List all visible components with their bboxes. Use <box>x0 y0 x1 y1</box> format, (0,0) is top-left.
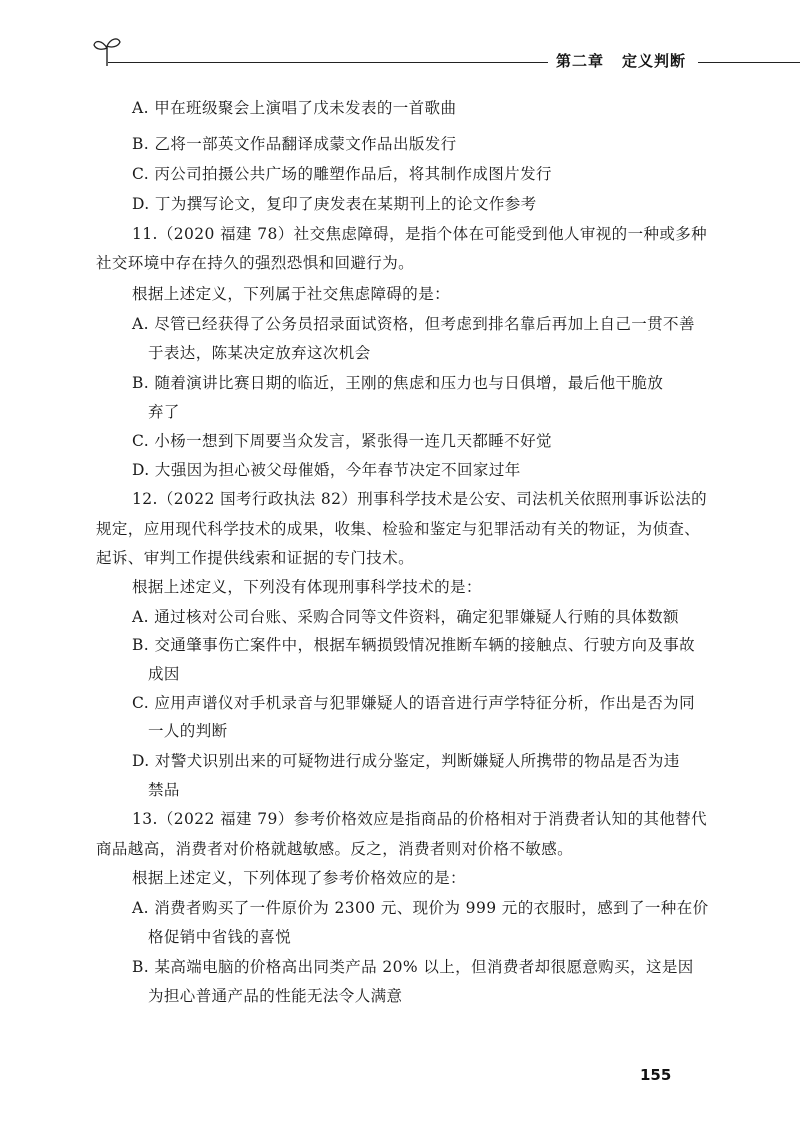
q12-option-b-line-1: B. 交通肇事伤亡案件中，根据车辆损毁情况推断车辆的接触点、行驶方向及事故 <box>132 636 696 654</box>
q12-option-a: A. 通过核对公司台账、采购合同等文件资料，确定犯罪嫌疑人行贿的具体数额 <box>132 608 679 626</box>
q11-option-b-line-2: 弃了 <box>148 403 180 421</box>
q10-option-b: B. 乙将一部英文作品翻译成蒙文作品出版发行 <box>132 135 457 153</box>
q13-option-a-line-1: A. 消费者购买了一件原价为 2300 元、现价为 999 元的衣服时，感到了一种在价 <box>132 899 709 917</box>
q10-option-a: A. 甲在班级聚会上演唱了戊未发表的一首歌曲 <box>132 99 457 117</box>
q12-stem-line-3: 起诉、审判工作提供线索和证据的专门技术。 <box>96 549 415 567</box>
q12-option-c-line-1: C. 应用声谱仪对手机录音与犯罪嫌疑人的语音进行声学特征分析，作出是否为同 <box>132 694 695 712</box>
q12-stem-line-1: 12.（2022 国考行政执法 82）刑事科学技术是公安、司法机关依照刑事诉讼法的 <box>132 490 708 508</box>
q12-option-c-line-2: 一人的判断 <box>148 722 228 740</box>
header-rule-right <box>698 62 800 63</box>
page-number: 155 <box>640 1066 672 1084</box>
q12-stem-line-2: 规定，应用现代科学技术的成果，收集、检验和鉴定与犯罪活动有关的物证，为侦查、 <box>96 520 701 538</box>
q13-option-b-line-2: 为担心普通产品的性能无法令人满意 <box>148 987 403 1005</box>
q11-option-c: C. 小杨一想到下周要当众发言，紧张得一连几天都睡不好觉 <box>132 432 552 450</box>
q11-option-a-line-2: 于表达，陈某决定放弃这次机会 <box>148 344 371 362</box>
q13-stem-line-2: 商品越高，消费者对价格就越敏感。反之，消费者则对价格不敏感。 <box>96 840 574 858</box>
q10-option-d: D. 丁为撰写论文，复印了庚发表在某期刊上的论文作参考 <box>132 195 537 213</box>
q11-stem-line-2: 社交环境中存在持久的强烈恐惧和回避行为。 <box>96 254 415 272</box>
q13-option-b-line-1: B. 某高端电脑的价格高出同类产品 20% 以上，但消费者却很愿意购买，这是因 <box>132 958 694 976</box>
q11-option-d: D. 大强因为担心被父母催婚，今年春节决定不回家过年 <box>132 461 521 479</box>
q11-option-a-line-1: A. 尽管已经获得了公务员招录面试资格，但考虑到排名靠后再加上自己一贯不善 <box>132 315 695 333</box>
q13-prompt: 根据上述定义，下列体现了参考价格效应的是： <box>132 869 466 887</box>
chapter-title <box>556 50 686 71</box>
q13-stem-line-1: 13.（2022 福建 79）参考价格效应是指商品的价格相对于消费者认知的其他替代 <box>132 810 708 828</box>
q11-prompt: 根据上述定义，下列属于社交焦虑障碍的是： <box>132 285 451 303</box>
q12-option-b-line-2: 成因 <box>148 665 180 683</box>
q12-option-d-line-2: 禁品 <box>148 781 180 799</box>
q11-option-b-line-1: B. 随着演讲比赛日期的临近，王刚的焦虑和压力也与日俱增，最后他干脆放 <box>132 374 664 392</box>
q10-option-c: C. 丙公司拍摄公共广场的雕塑作品后，将其制作成图片发行 <box>132 165 552 183</box>
q13-option-a-line-2: 格促销中省钱的喜悦 <box>148 928 292 946</box>
q12-prompt: 根据上述定义，下列没有体现刑事科学技术的是： <box>132 578 482 596</box>
q11-stem-line-1: 11.（2020 福建 78）社交焦虑障碍，是指个体在可能受到他人审视的一种或多种 <box>132 225 708 243</box>
section-label: 定义判断 <box>622 52 687 70</box>
running-header <box>0 0 800 80</box>
header-rule-left <box>108 62 548 63</box>
q12-option-d-line-1: D. 对警犬识别出来的可疑物进行成分鉴定，判断嫌疑人所携带的物品是否为违 <box>132 752 680 770</box>
chapter-label: 第二章 <box>556 52 605 70</box>
